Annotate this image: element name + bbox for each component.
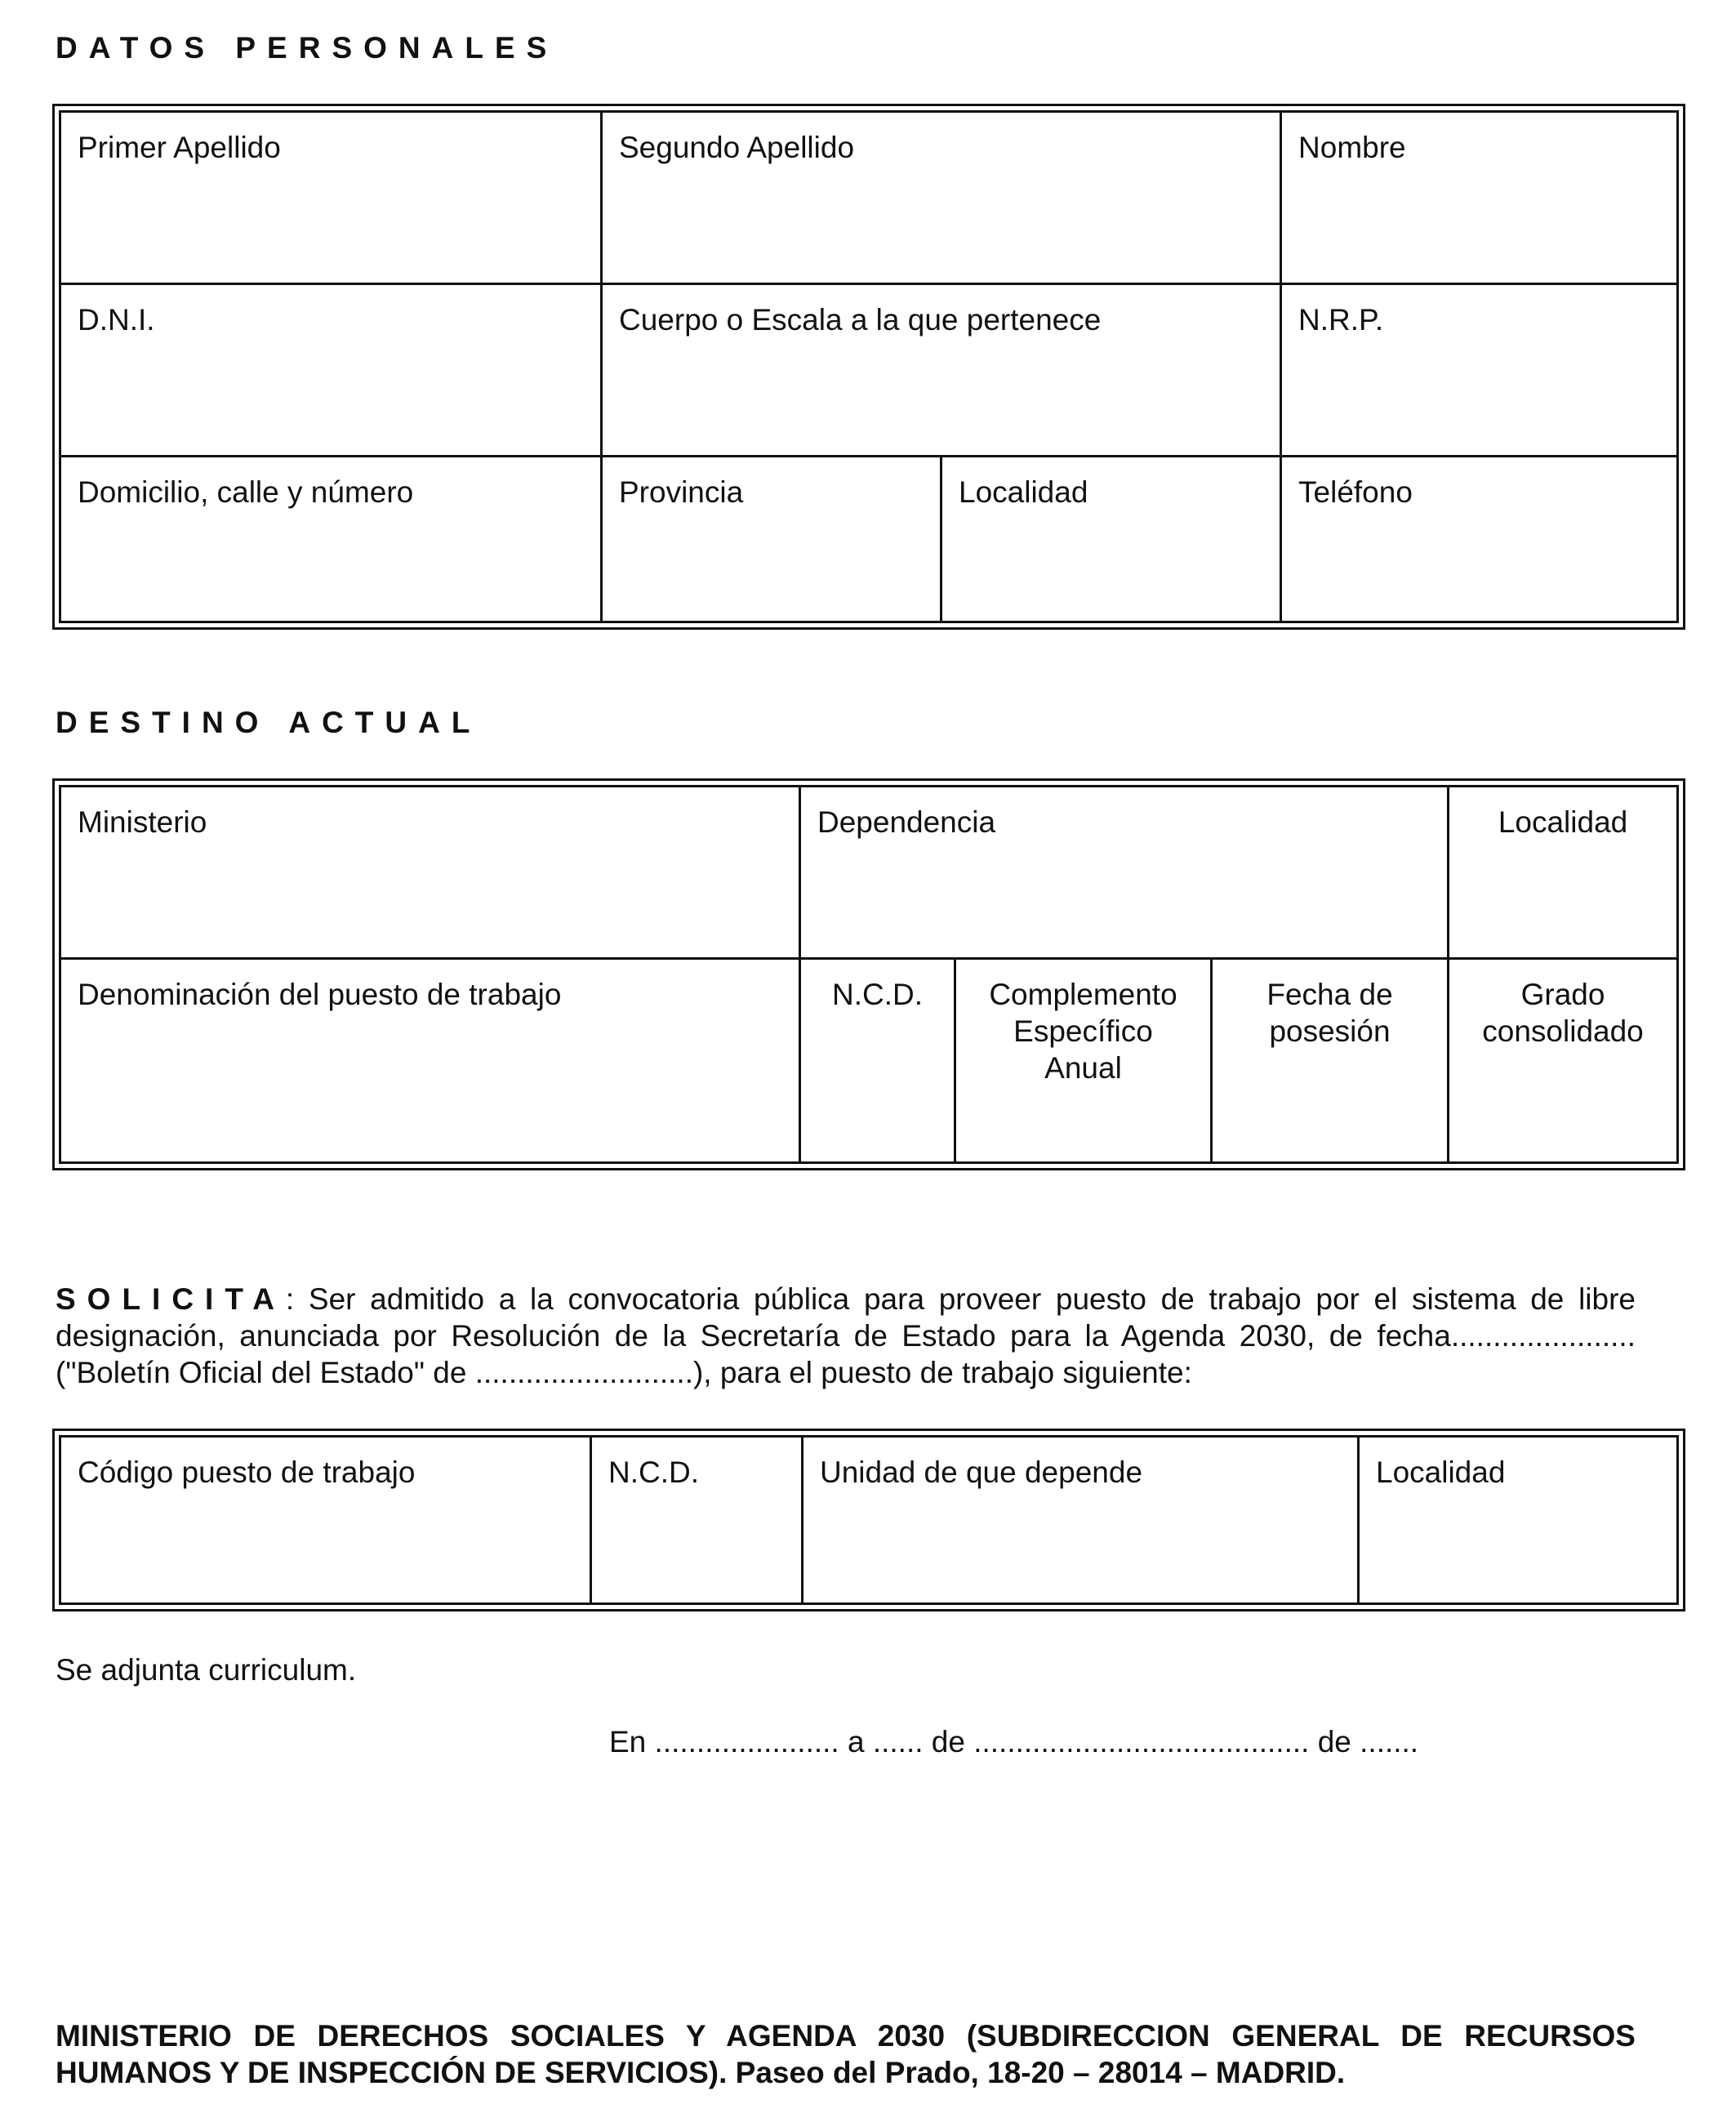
unidad-depende-field[interactable]: Unidad de que depende bbox=[803, 1437, 1359, 1604]
nombre-field[interactable]: Nombre bbox=[1281, 112, 1678, 284]
localidad-field[interactable]: Localidad bbox=[941, 457, 1281, 622]
dependencia-field[interactable]: Dependencia bbox=[800, 787, 1449, 959]
footer-address: MINISTERIO DE DERECHOS SOCIALES Y AGENDA 2030 (SUBDIRECCION GENERAL DE RECURSOS HUMANOS Y DE INSPECCIÓN DE SERVICIOS). Paseo del Prado, 18-20 – 28014 – MADRID. bbox=[56, 2019, 1636, 2089]
telefono-field[interactable]: Teléfono bbox=[1281, 457, 1678, 622]
cuerpo-escala-field[interactable]: Cuerpo o Escala a la que pertenece bbox=[602, 284, 1281, 457]
fecha-posesion-field[interactable]: Fecha de posesión bbox=[1212, 959, 1449, 1163]
puesto-solicitado-table bbox=[52, 1429, 1685, 1611]
fecha-lugar-line: En ...................... a ...... de ........................................ de ....... bbox=[609, 1725, 1419, 1759]
localidad-destino-field[interactable]: Localidad bbox=[1449, 787, 1678, 959]
codigo-puesto-field[interactable]: Código puesto de trabajo bbox=[60, 1437, 591, 1604]
nrp-field[interactable]: N.R.P. bbox=[1281, 284, 1678, 457]
destino-actual-table bbox=[52, 778, 1685, 1170]
solicita-text: : Ser admitido a la convocatoria pública para proveer puesto de trabajo por el sistema de libre designación, anunciada por Resolución de la Secretaría de Estado para la Agenda 2030, de fecha...................... ("Boletín Oficial del Estado" de ..........................), para el puesto de trabajo siguiente: bbox=[56, 1282, 1636, 1389]
adjunta-curriculum-text: Se adjunta curriculum. bbox=[56, 1653, 357, 1687]
solicita-paragraph bbox=[56, 1281, 1636, 1391]
domicilio-field[interactable]: Domicilio, calle y número bbox=[60, 457, 602, 622]
destino-actual-heading: DESTINO ACTUAL bbox=[56, 706, 482, 739]
solicita-label: SOLICITA bbox=[56, 1282, 286, 1316]
dni-field[interactable]: D.N.I. bbox=[60, 284, 602, 457]
datos-personales-heading: DATOS PERSONALES bbox=[56, 31, 559, 65]
provincia-field[interactable]: Provincia bbox=[602, 457, 941, 622]
localidad-puesto-field[interactable]: Localidad bbox=[1359, 1437, 1678, 1604]
ministerio-field[interactable]: Ministerio bbox=[60, 787, 800, 959]
denominacion-puesto-field[interactable]: Denominación del puesto de trabajo bbox=[60, 959, 800, 1163]
ncd-puesto-field[interactable]: N.C.D. bbox=[591, 1437, 803, 1604]
datos-personales-table bbox=[52, 104, 1685, 630]
ncd-field[interactable]: N.C.D. bbox=[800, 959, 955, 1163]
segundo-apellido-field[interactable]: Segundo Apellido bbox=[602, 112, 1281, 284]
primer-apellido-field[interactable]: Primer Apellido bbox=[60, 112, 602, 284]
grado-consolidado-field[interactable]: Grado consolidado bbox=[1449, 959, 1678, 1163]
complemento-especifico-field[interactable]: Complemento Específico Anual bbox=[955, 959, 1212, 1163]
